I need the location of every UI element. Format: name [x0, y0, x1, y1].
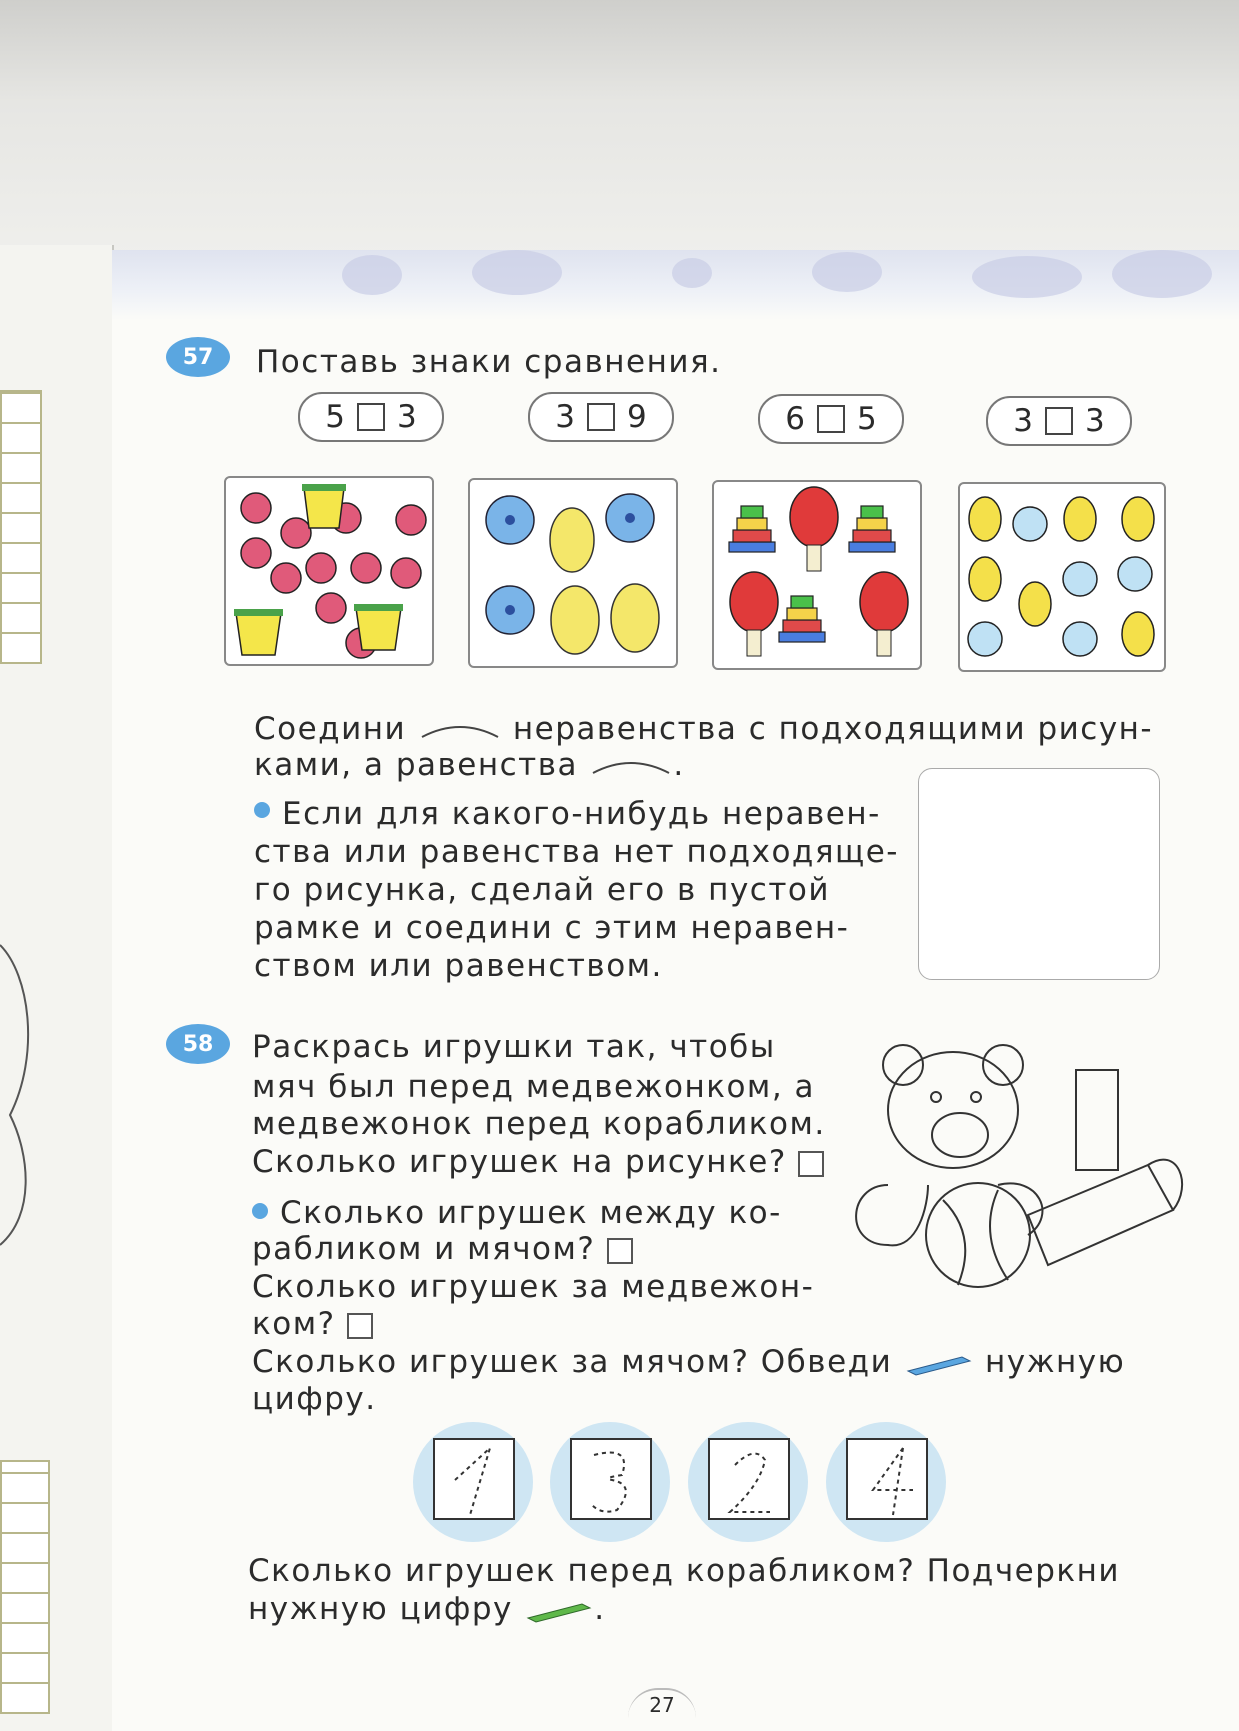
blue-pencil-icon	[904, 1351, 974, 1377]
workbook-page	[112, 250, 1239, 1731]
left-page-drawing	[0, 935, 40, 1255]
extra-line-3: го рисунка, сделай его в пустой	[254, 872, 831, 908]
circle-digit-line-2: цифру.	[252, 1381, 377, 1417]
answer-box-between[interactable]	[607, 1238, 633, 1264]
digit-card-3[interactable]	[550, 1422, 670, 1542]
task-58-bullet-line-2: рабликом и мячом?	[252, 1230, 633, 1268]
pyramids-and-mushrooms-picture[interactable]	[712, 480, 922, 670]
circle-digit-line: Сколько игрушек за мячом? Обведи нужную	[252, 1344, 1126, 1380]
extra-line-4: рамке и соедини с этим неравен-	[254, 910, 850, 946]
digit-trace-square	[570, 1438, 652, 1520]
red-arc-icon	[418, 721, 502, 741]
comparison-pill-2: 3 9	[528, 392, 674, 442]
comparison-box[interactable]	[357, 403, 385, 431]
task-57-badge: 57	[166, 337, 230, 377]
left-page-grid-top	[0, 390, 42, 664]
task-58-bullet-line-3: Сколько игрушек за медвежон-	[252, 1269, 815, 1305]
digit-card-4[interactable]	[826, 1422, 946, 1542]
scanner-margin	[0, 0, 1239, 255]
underline-digit-line-2: нужную цифру .	[248, 1591, 606, 1627]
task-58-badge: 58	[166, 1024, 230, 1064]
extra-line-2: ства или равенства нет подходяще-	[254, 834, 899, 870]
task-58-line-2: мяч был перед медвежонком, а	[252, 1069, 816, 1105]
task-57-title: Поставь знаки сравнения.	[256, 344, 722, 380]
task-58-line-1: Раскрась игрушки так, чтобы	[252, 1029, 776, 1065]
connect-line-1: Соедини неравенства с подходящими рисун-	[254, 711, 1154, 747]
blue-arc-icon	[589, 757, 673, 777]
task-58-bullet	[252, 1203, 268, 1223]
comparison-box[interactable]	[1045, 407, 1073, 435]
extra-line-5: ством или равенством.	[254, 948, 663, 984]
task-58-bullet-line-4: ком?	[252, 1305, 373, 1343]
comparison-pill-4: 3 3	[986, 396, 1132, 446]
digit-card-2[interactable]	[688, 1422, 808, 1542]
task-58-bullet-line-1: Сколько игрушек между ко-	[280, 1195, 782, 1231]
previous-page-edge	[0, 245, 114, 1731]
page-number: 27	[628, 1688, 696, 1720]
decorative-header-band	[112, 250, 1239, 320]
digit-trace-square	[708, 1438, 790, 1520]
left-page-grid-bottom	[0, 1460, 50, 1714]
task-58-line-3: медвежонок перед корабликом.	[252, 1106, 826, 1142]
green-pencil-icon	[524, 1598, 594, 1624]
comparison-pill-3: 6 5	[758, 394, 904, 444]
extra-task-bullet	[254, 802, 270, 822]
balls-and-buckets-picture[interactable]	[224, 476, 434, 666]
flowers-and-pears-picture[interactable]	[468, 478, 678, 668]
toys-coloring-picture[interactable]	[848, 1035, 1198, 1305]
comparison-pill-1: 5 3	[298, 392, 444, 442]
underline-digit-line: Сколько игрушек перед корабликом? Подчеркни	[248, 1553, 1121, 1589]
digit-trace-square	[433, 1438, 515, 1520]
extra-line-1: Если для какого-нибудь неравен-	[282, 796, 881, 832]
task-58-line-4: Сколько игрушек на рисунке?	[252, 1143, 824, 1181]
comparison-box[interactable]	[587, 403, 615, 431]
empty-drawing-frame[interactable]	[918, 768, 1160, 980]
digit-trace-square	[846, 1438, 928, 1520]
answer-box-total[interactable]	[798, 1151, 824, 1177]
answer-box-behind-bear[interactable]	[347, 1313, 373, 1339]
connect-line-2: ками, а равенства .	[254, 747, 685, 783]
comparison-box[interactable]	[817, 405, 845, 433]
digit-card-1[interactable]	[413, 1422, 533, 1542]
dolls-and-balls-picture[interactable]	[958, 482, 1166, 672]
